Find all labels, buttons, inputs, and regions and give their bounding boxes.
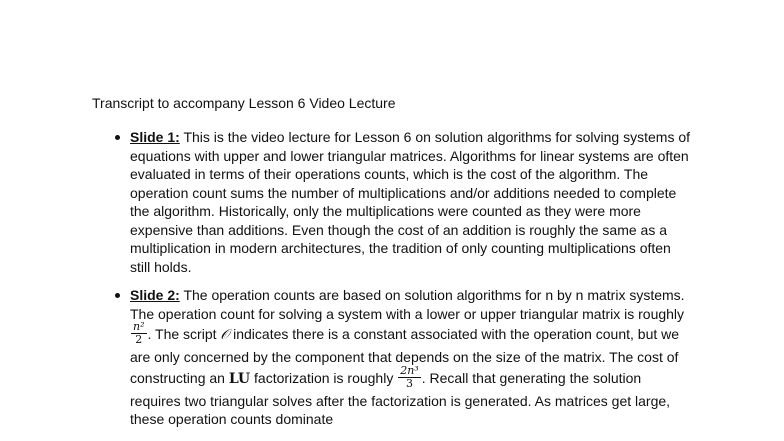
bullet-icon bbox=[115, 293, 120, 298]
bullet-icon bbox=[115, 135, 120, 140]
fraction-denominator: 2 bbox=[135, 333, 143, 346]
lu-symbol: LU bbox=[228, 370, 251, 387]
slide-2-text-part4: factorization is roughly bbox=[254, 369, 394, 386]
slide-2-text-part3: indicates there is a constant associated with the operation count, but we are only concerned by the component that depends on the size of the matrix. The cost of constructing an bbox=[130, 326, 680, 386]
slide-2-text-part2: . The script bbox=[147, 326, 217, 343]
fraction-2n-cubed-over-3 bbox=[398, 365, 421, 390]
fraction-denominator: 3 bbox=[405, 376, 413, 390]
big-o-symbol: 𝒪 bbox=[220, 327, 230, 344]
fraction-numerator: n² bbox=[133, 320, 145, 333]
slide-1-label: Slide 1: bbox=[130, 129, 180, 145]
slide-2-item bbox=[130, 286, 690, 429]
slide-2-text-part1: The operation counts are based on solution algorithms for n by n matrix systems. The operation count for solving a system with a lower or upper triangular matrix is roughly bbox=[130, 287, 685, 322]
document-heading: Transcript to accompany Lesson 6 Video Lecture bbox=[92, 95, 396, 111]
slide-list bbox=[130, 128, 690, 439]
slide-1-item bbox=[130, 128, 690, 276]
fraction-n-squared-over-2 bbox=[131, 321, 147, 346]
slide-1-text: This is the video lecture for Lesson 6 on solution algorithms for solving systems of equations with upper and lower triangular matrices. Algorithms for linear systems are often evaluated in terms of their operations counts, which is the cost of the algorithm. The operation count sums the number of multiplications and/or additions needed to complete the algorithm. Historically, only the multiplications were counted as they were more expensive than additions. Even though the cost of an addition is roughly the same as a multiplication in modern architectures, the tradition of only counting multiplications often still holds. bbox=[130, 129, 691, 275]
fraction-numerator: 2n³ bbox=[400, 363, 419, 377]
slide-2-label: Slide 2: bbox=[130, 287, 180, 303]
slide-2-text-part5: . Recall that generating the solution requires two triangular solves after the factorization is generated. As matrices get large, these operation counts dominate bbox=[130, 369, 671, 427]
